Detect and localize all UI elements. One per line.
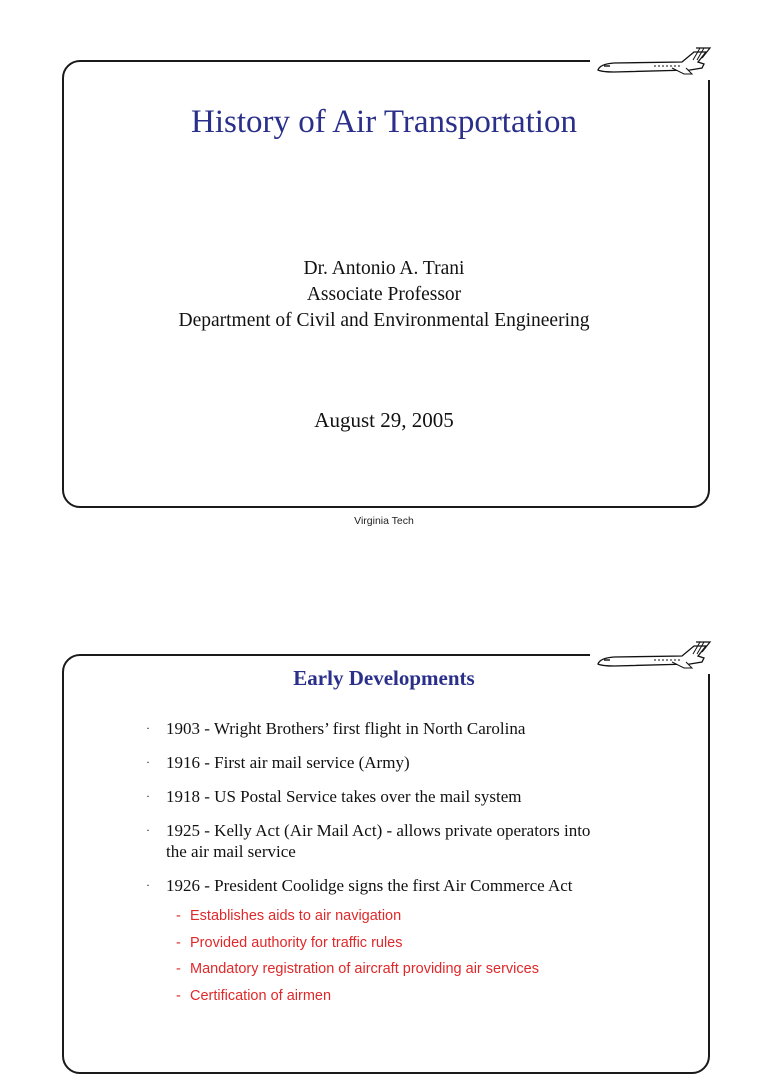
bullet-dot-icon: · <box>146 789 150 803</box>
bullet-dot-icon: · <box>146 878 150 892</box>
list-item: · 1926 - President Coolidge signs the first Air Commerce Act <box>146 876 573 895</box>
bullet-dot-icon: · <box>146 721 150 735</box>
sub-list-item: - Provided authority for traffic rules <box>176 934 403 951</box>
airplane-icon <box>590 44 720 80</box>
page-footer: Virginia Tech <box>354 515 414 527</box>
bullet-dot-icon: · <box>146 823 150 837</box>
presentation-date: August 29, 2005 <box>314 408 454 432</box>
list-item: · 1918 - US Postal Service takes over the mail system <box>146 787 522 806</box>
author-name: Dr. Antonio A. Trani <box>303 258 465 279</box>
sub-list-item: - Mandatory registration of aircraft providing air services <box>176 961 539 977</box>
slide-title: Early Developments <box>293 666 475 690</box>
sub-list-item: - Certification of airmen <box>176 987 332 1004</box>
sub-list-item: - Establishes aids to air navigation <box>176 908 402 924</box>
sub-bullet-list <box>176 908 539 1014</box>
bullet-list <box>142 718 682 909</box>
author-block <box>0 256 768 334</box>
slide-title: History of Air Transportation <box>191 104 577 140</box>
list-item: · 1916 - First air mail service (Army) <box>146 753 410 772</box>
list-item: · 1925 - Kelly Act (Air Mail Act) - allows private operators into the air mail service <box>146 821 591 861</box>
author-department: Department of Civil and Environmental Engineering <box>178 310 590 331</box>
bullet-dot-icon: · <box>146 755 150 769</box>
list-item: · 1903 - Wright Brothers’ first flight in North Carolina <box>146 719 526 738</box>
author-position: Associate Professor <box>306 284 462 305</box>
